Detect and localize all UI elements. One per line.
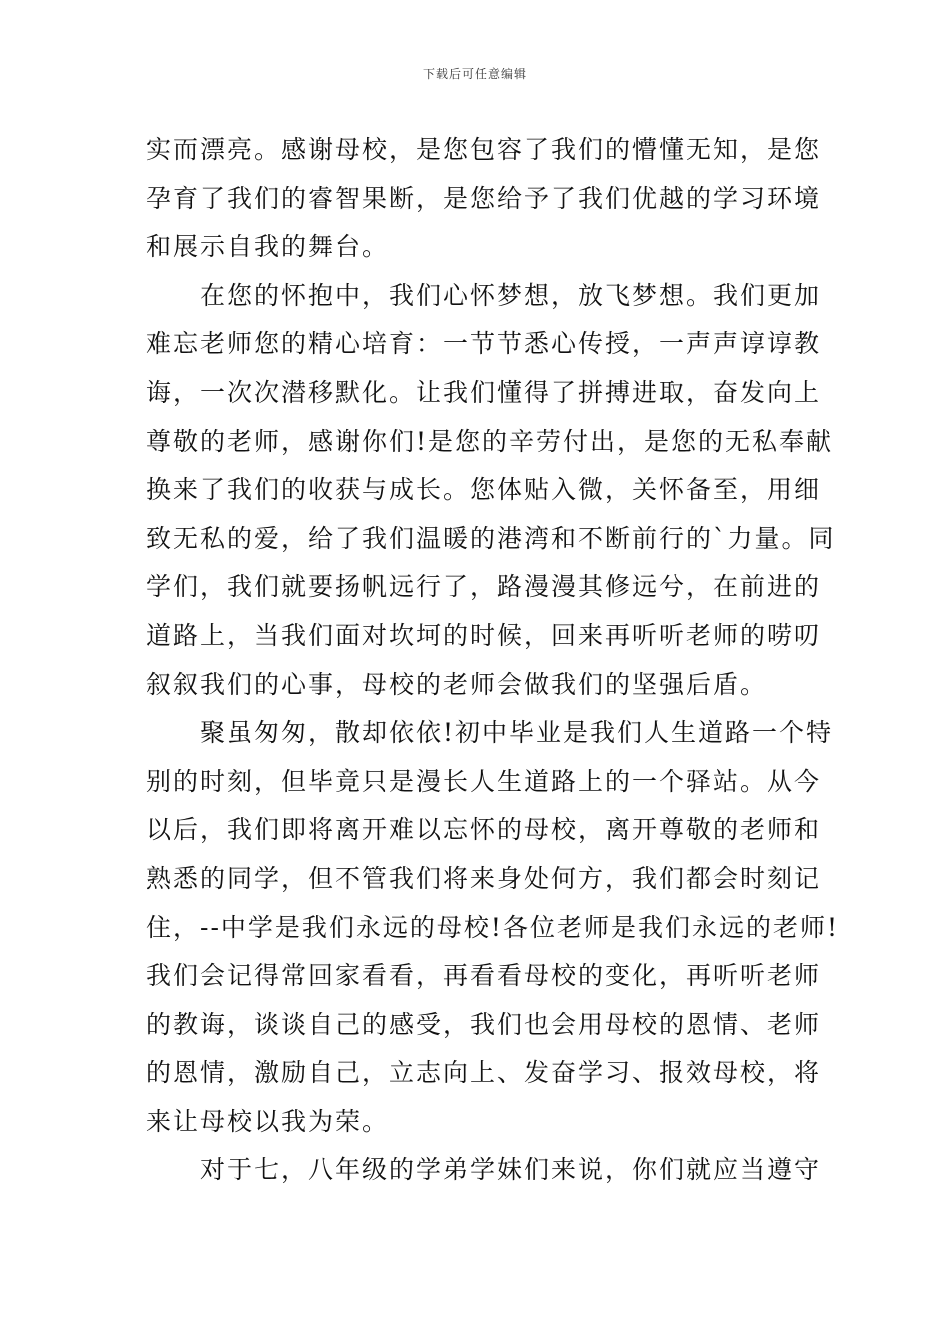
text-line: 住，--中学是我们永远的母校!各位老师是我们永远的老师!: [146, 912, 839, 942]
text-line: 和展示自我的舞台。: [146, 232, 390, 262]
text-line: 难忘老师您的精心培育：一节节悉心传授，一声声谆谆教: [146, 329, 822, 359]
text-line: 道路上，当我们面对坎坷的时候，回来再听听老师的唠叨: [146, 620, 822, 650]
text-line: 尊敬的老师，感谢你们!是您的辛劳付出，是您的无私奉献: [146, 426, 834, 456]
page-header-note: 下载后可任意编辑: [422, 67, 527, 81]
text-line: 来让母校以我为荣。: [146, 1106, 390, 1136]
paragraph-start-line: 对于七，八年级的学弟学妹们来说，你们就应当遵守: [200, 1155, 822, 1185]
document-body: [146, 126, 839, 1195]
text-line: 学们，我们就要扬帆远行了，路漫漫其修远兮，在前进的: [146, 572, 822, 602]
text-line: 的教诲，谈谈自己的感受，我们也会用母校的恩情、老师: [146, 1009, 822, 1039]
text-line: 的恩情，激励自己，立志向上、发奋学习、报效母校，将: [146, 1058, 822, 1088]
paragraph-start-line: 聚虽匆匆，散却依依!初中毕业是我们人生道路一个特: [200, 718, 834, 748]
text-line: 熟悉的同学，但不管我们将来身处何方，我们都会时刻记: [146, 863, 822, 893]
text-line: 别的时刻，但毕竟只是漫长人生道路上的一个驿站。从今: [146, 766, 822, 796]
text-line: 叙叙我们的心事，母校的老师会做我们的坚强后盾。: [146, 669, 768, 699]
text-line: 诲，一次次潜移默化。让我们懂得了拼搏进取，奋发向上: [146, 377, 822, 407]
text-line: 孕育了我们的睿智果断，是您给予了我们优越的学习环境: [146, 183, 822, 213]
text-line: 实而漂亮。感谢母校，是您包容了我们的懵懂无知，是您: [146, 135, 822, 164]
text-line: 致无私的爱，给了我们温暖的港湾和不断前行的`力量。同: [146, 523, 836, 553]
text-line: 以后，我们即将离开难以忘怀的母校，离开尊敬的老师和: [146, 815, 822, 845]
paragraph-start-line: 在您的怀抱中，我们心怀梦想，放飞梦想。我们更加: [200, 280, 822, 310]
text-line: 我们会记得常回家看看，再看看母校的变化，再听听老师: [146, 961, 822, 991]
text-line: 换来了我们的收获与成长。您体贴入微，关怀备至，用细: [146, 475, 822, 505]
